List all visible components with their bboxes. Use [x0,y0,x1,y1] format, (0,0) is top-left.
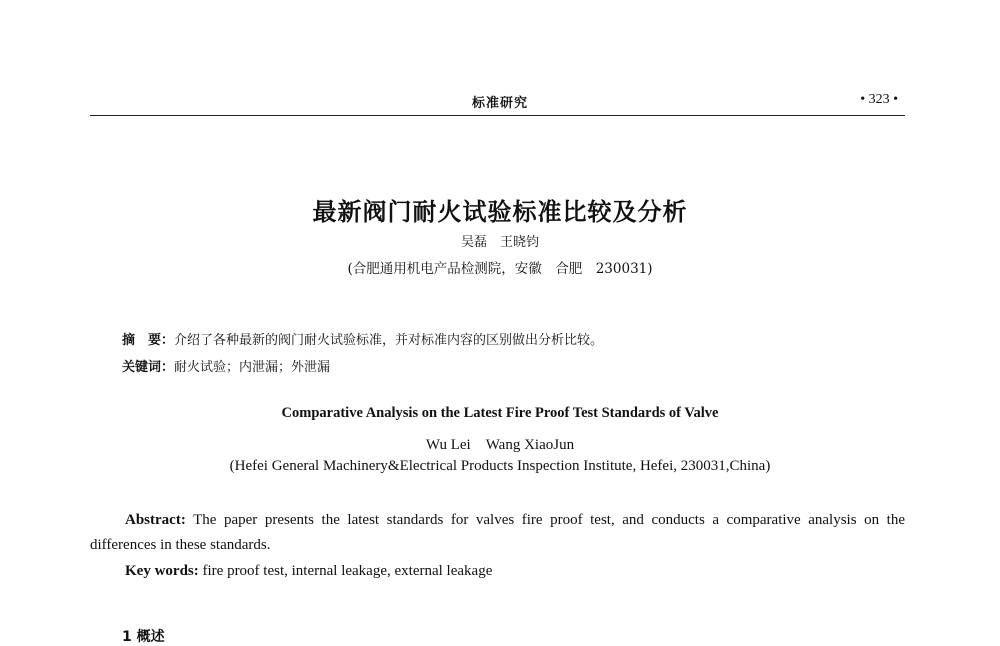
paper-title-english: Comparative Analysis on the Latest Fire Proof Test Standards of Valve [281,405,719,421]
abstract-chinese-text: 介绍了各种最新的阀门耐火试验标准，并对标准内容的区别做出分析比较。 [174,333,604,348]
keywords-english-text: fire proof test, internal leakage, external leakage [198,563,493,579]
abstract-english-text: The paper presents the latest standards for valves fire proof test, and conducts a comparative analysis on the differences in these standards. [90,512,905,553]
abstract-english [90,508,905,558]
abstract-chinese-label: 摘 要： [122,333,175,348]
page-number: • 323 • [860,92,898,107]
abstract-chinese [122,329,902,348]
keywords-chinese [122,356,902,375]
keywords-english-label: Key words: [125,563,199,579]
affiliation-chinese: (合肥通用机电产品检测院，安徽 合肥 230031) [347,261,653,277]
paper-title: 最新阀门耐火试验标准比较及分析 [312,197,688,226]
header-rule [90,115,905,116]
keywords-chinese-text: 耐火试验；内泄漏；外泄漏 [174,360,331,375]
abstract-english-label: Abstract: [125,512,186,528]
running-header-section: 标准研究 [471,96,528,111]
section-heading: 1 概述 [122,629,165,645]
affiliation-english: (Hefei General Machinery&Electrical Products Inspection Institute, Hefei, 230031,China) [229,458,771,474]
keywords-chinese-label: 关键词： [122,360,175,375]
authors-english: Wu Lei Wang XiaoJun [425,437,575,453]
keywords-english [125,563,905,580]
authors-chinese: 吴磊 王晓钧 [460,235,539,250]
